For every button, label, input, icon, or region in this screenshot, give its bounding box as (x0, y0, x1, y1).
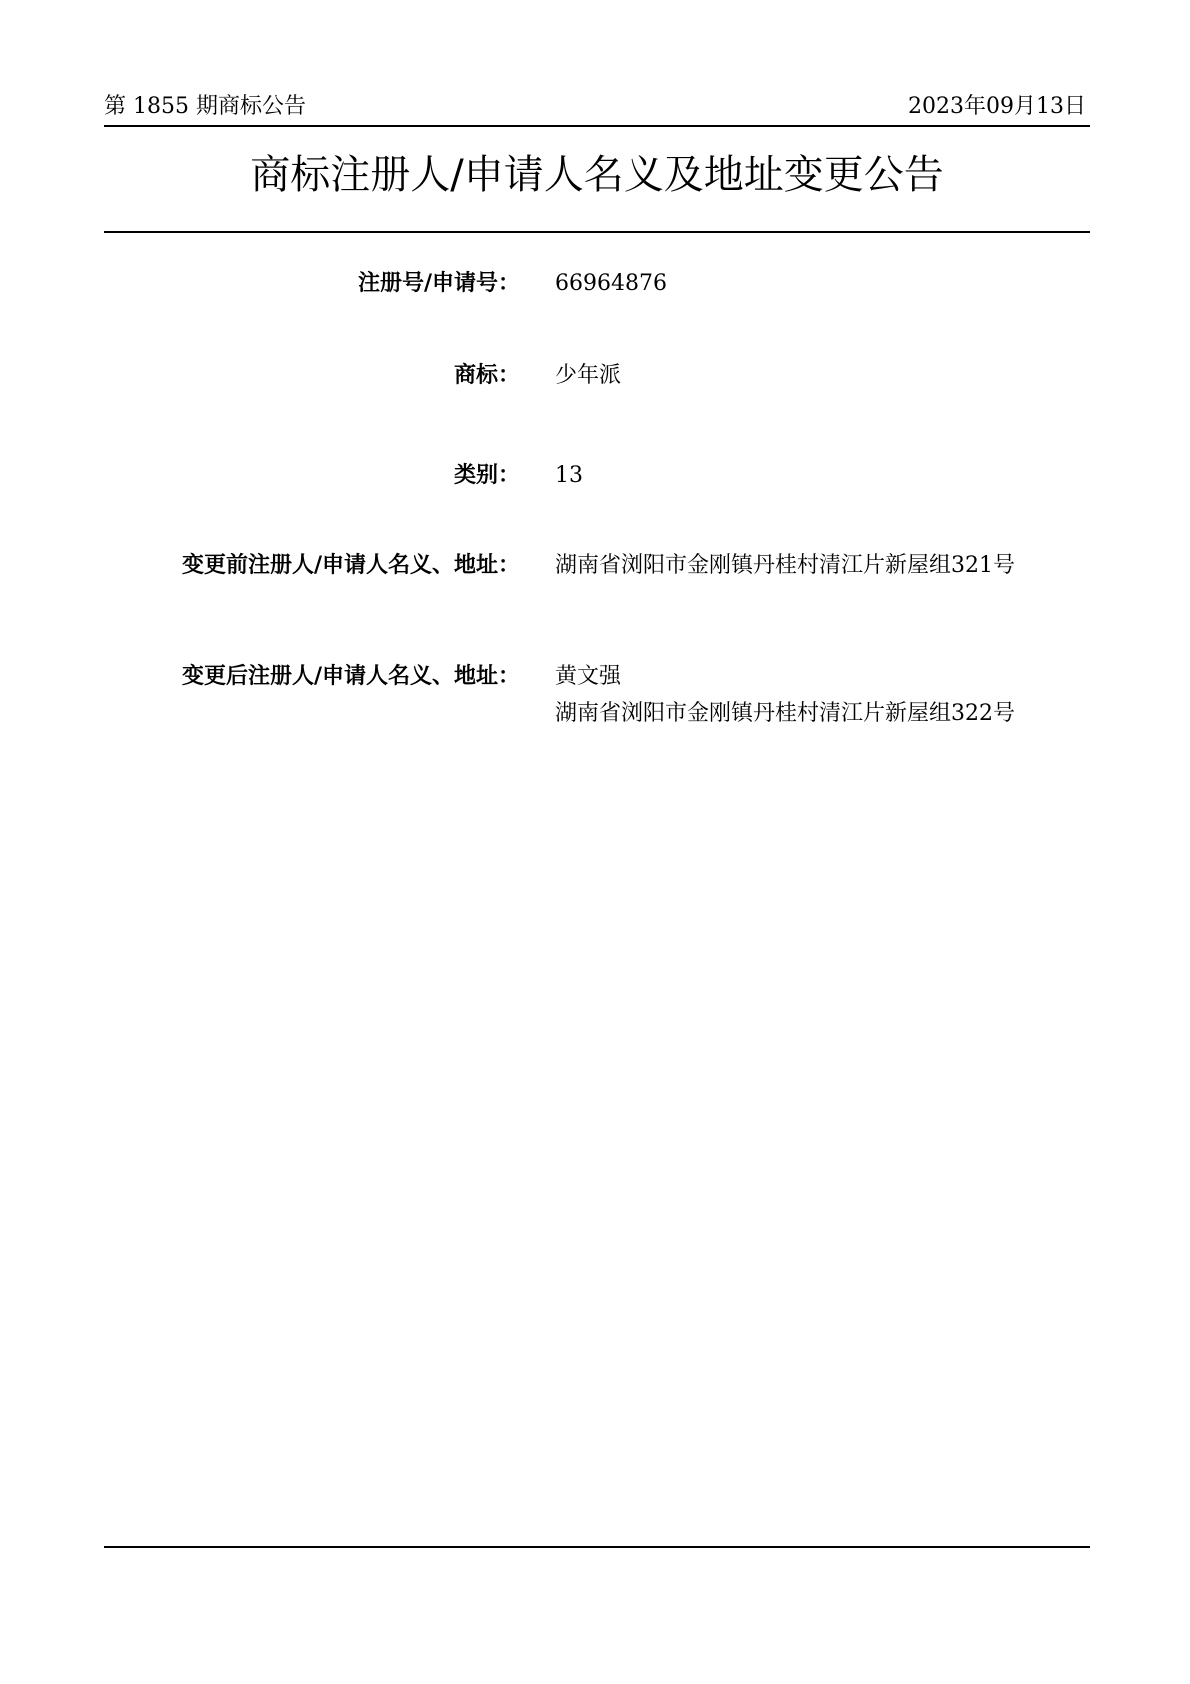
registration-number-label: 注册号/申请号： (357, 271, 520, 296)
trademark-value: 少年派 (555, 363, 622, 388)
footer-rule (104, 1546, 1090, 1548)
header-issue: 第 1855 期商标公告 (104, 94, 306, 119)
after-change-name: 黄文强 (555, 664, 622, 689)
registration-number-value: 66964876 (555, 271, 667, 296)
before-change-label: 变更前注册人/申请人名义、地址： (181, 553, 520, 578)
title-rule (104, 231, 1090, 233)
before-change-address: 湖南省浏阳市金刚镇丹桂村清江片新屋组321号 (555, 553, 1015, 578)
class-label: 类别： (453, 463, 520, 488)
class-value: 13 (555, 463, 583, 488)
header-date: 2023年09月13日 (908, 94, 1086, 119)
after-change-label: 变更后注册人/申请人名义、地址： (181, 664, 520, 689)
page-title: 商标注册人/申请人名义及地址变更公告 (250, 152, 944, 198)
header-rule (104, 125, 1090, 127)
trademark-label: 商标： (453, 363, 520, 388)
after-change-address: 湖南省浏阳市金刚镇丹桂村清江片新屋组322号 (555, 701, 1015, 726)
